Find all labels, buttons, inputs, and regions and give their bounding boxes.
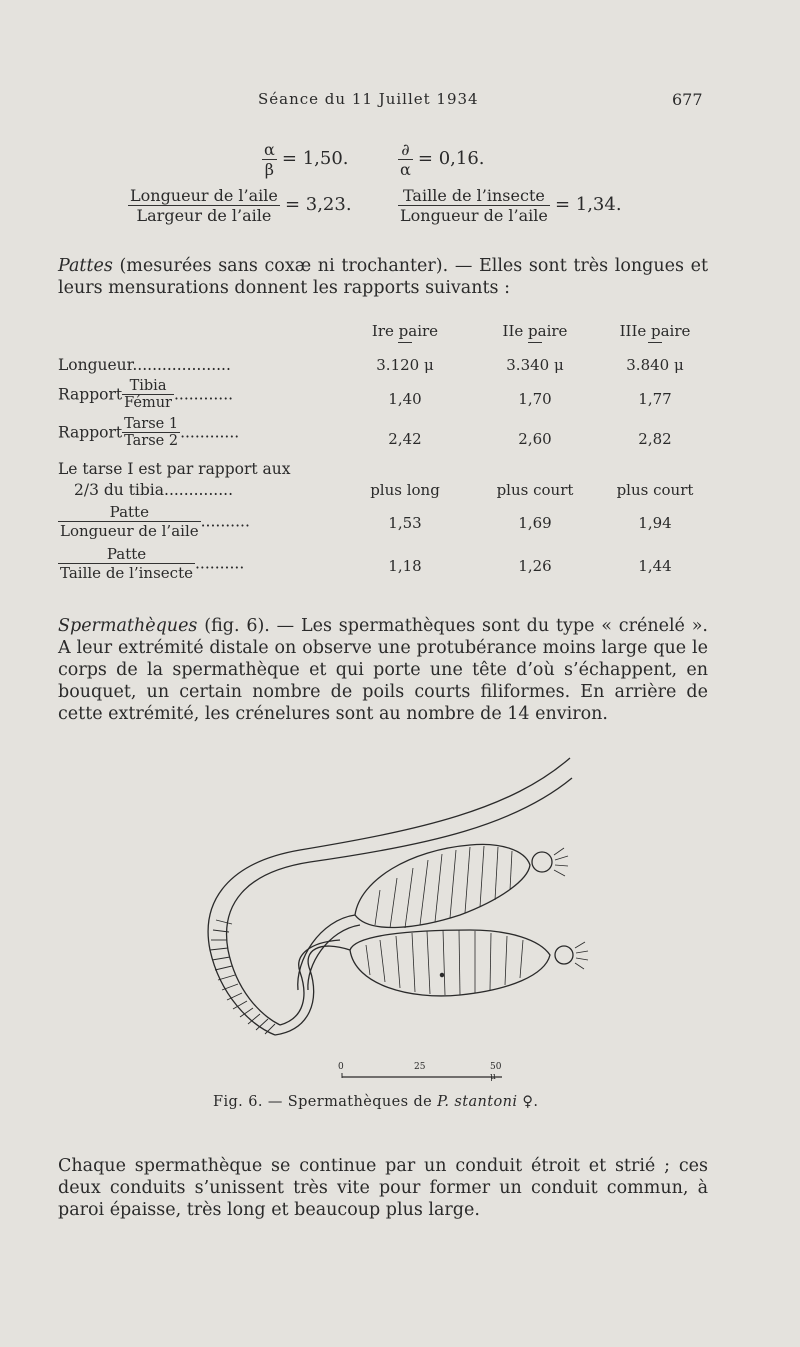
cell: 1,18 [388,557,422,575]
cell: 1,94 [638,514,672,532]
cell: 1,69 [518,514,552,532]
col-header-1: Ire paire [355,322,455,343]
cell: 3.840 μ [626,356,684,374]
cell: 1,40 [388,390,422,408]
cell: 1,44 [638,557,672,575]
row-label-patte-aile: $\frac{\text{Patte}}{\text{Longueur de l’aile}}$ .......... [60,503,250,540]
row-label-tarse-tibia-2: 2/3 du tibia.............. [74,481,233,499]
spermatheques-paragraph: Spermathèques (fig. 6). — Les spermathèques sont du type « crénelé ». A leur extrémité distale on observe une protubérance moins large que le corps de la spermathèque et qui porte une tête d’où s’échappent, en bouquet, un certain nombre de poils courts filiformes. En arrière de cette extrémité, les crénelures sont au nombre de 14 environ. [58,616,708,724]
scale-bar [330,1062,510,1082]
row-label-tibia-femur: Rapport $\frac{\text{Tibia}}{\text{Fémur}}$ ............ [58,378,234,411]
ratio-insect: $\frac{\text{Taille de l’insecte}}{\text{Longueur de l’aile}}$ = 1,34. [400,186,622,225]
row-label-tarse: Rapport $\frac{\text{Tarse 1}}{\text{Tarse 2}}$ ............ [58,416,240,449]
cell: 1,53 [388,514,422,532]
cell: 2,42 [388,430,422,448]
pattes-paragraph: Pattes (mesurées sans coxæ ni trochanter). — Elles sont très longues et leurs mensurations donnent les rapports suivants : [58,256,708,298]
ratio-delta-alpha: $\frac{\partial}{\alpha}$ = 0,16. [400,140,485,179]
cell: 1,70 [518,390,552,408]
cell: 1,26 [518,557,552,575]
cell: 2,82 [638,430,672,448]
ratio-alpha-beta: $\frac{\alpha}{\beta}$ = 1,50. [264,140,349,179]
scale-label-50: 50 μ [490,1062,502,1082]
cell: plus court [496,481,574,499]
page-number: 677 [672,90,703,109]
spermatheques-figure [180,750,600,1050]
row-label-tarse-tibia: Le tarse I est par rapport aux [58,460,291,478]
scale-label-25: 25 [414,1062,426,1072]
row-label-patte-insecte: $\frac{\text{Patte}}{\text{Taille de l’insecte}}$ .......... [60,545,245,582]
cell: 2,60 [518,430,552,448]
running-title: Séance du 11 Juillet 1934 [258,90,479,108]
col-header-2: IIe paire [480,322,590,343]
figure-caption: Fig. 6. — Spermathèques de P. stantoni ♀. [213,1094,539,1110]
cell: plus long [370,481,440,499]
scale-label-0: 0 [338,1062,344,1072]
col-header-3: IIIe paire [600,322,710,343]
cell: 1,77 [638,390,672,408]
cell: plus court [616,481,694,499]
final-paragraph: Chaque spermathèque se continue par un conduit étroit et strié ; ces deux conduits s’unissent très vite pour former un conduit commun, à paroi épaisse, très long et beaucoup plus large. [58,1156,708,1220]
ratio-wing: $\frac{\text{Longueur de l’aile}}{\text{Largeur de l’aile}}$ = 3,23. [130,186,352,225]
cell: 3.340 μ [506,356,564,374]
cell: 3.120 μ [376,356,434,374]
row-label-longueur: Longueur.................... [58,356,231,374]
